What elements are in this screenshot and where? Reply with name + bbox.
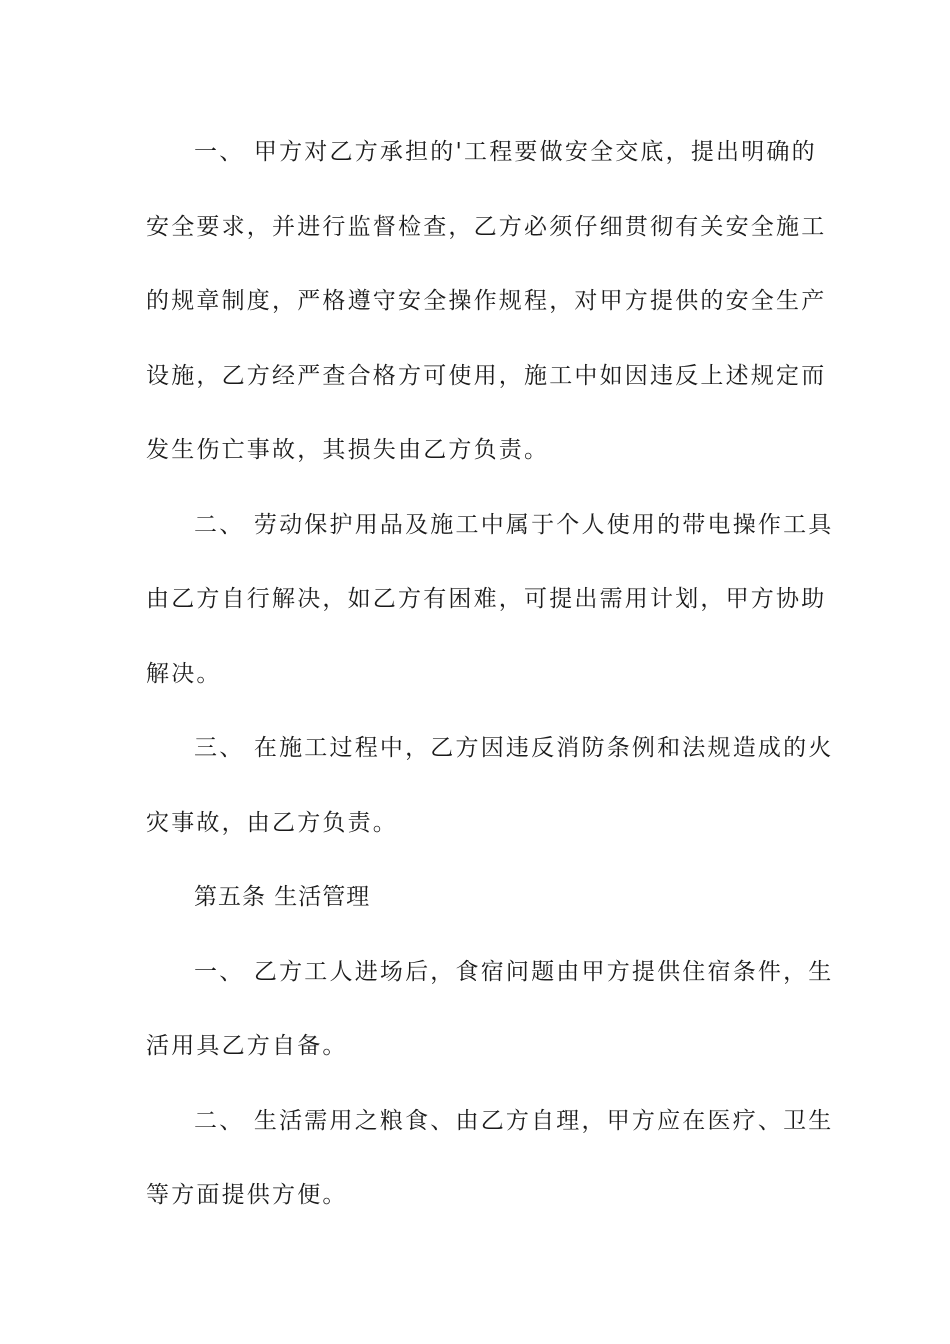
paragraph-5-line-1: 二、 生活需用之粮食、由乙方自理，甲方应在医疗、卫生 xyxy=(194,1108,834,1134)
paragraph-1-line-2: 安全要求，并进行监督检查，乙方必须仔细贯彻有关安全施工 xyxy=(146,214,827,240)
paragraph-5-line-2: 等方面提供方便。 xyxy=(146,1182,348,1208)
paragraph-1-line-5: 发生伤亡事故，其损失由乙方负责。 xyxy=(146,437,550,463)
paragraph-2-line-1: 二、 劳动保护用品及施工中属于个人使用的带电操作工具 xyxy=(194,512,834,538)
paragraph-1-line-3: 的规章制度，严格遵守安全操作规程，对甲方提供的安全生产 xyxy=(146,288,827,314)
paragraph-1-line-1: 一、 甲方对乙方承担的'工程要做安全交底，提出明确的 xyxy=(194,139,817,165)
paragraph-2-line-3: 解决。 xyxy=(146,661,222,687)
section-heading: 第五条 生活管理 xyxy=(194,884,371,910)
paragraph-4-line-1: 一、 乙方工人进场后，食宿问题由甲方提供住宿条件，生 xyxy=(194,959,834,985)
paragraph-4-line-2: 活用具乙方自备。 xyxy=(146,1033,348,1059)
paragraph-2-line-2: 由乙方自行解决，如乙方有困难，可提出需用计划，甲方协助 xyxy=(146,586,827,612)
paragraph-3-line-1: 三、 在施工过程中，乙方因违反消防条例和法规造成的火 xyxy=(194,735,834,761)
paragraph-3-line-2: 灾事故，由乙方负责。 xyxy=(146,810,398,836)
paragraph-1-line-4: 设施，乙方经严查合格方可使用，施工中如因违反上述规定而 xyxy=(146,363,827,389)
